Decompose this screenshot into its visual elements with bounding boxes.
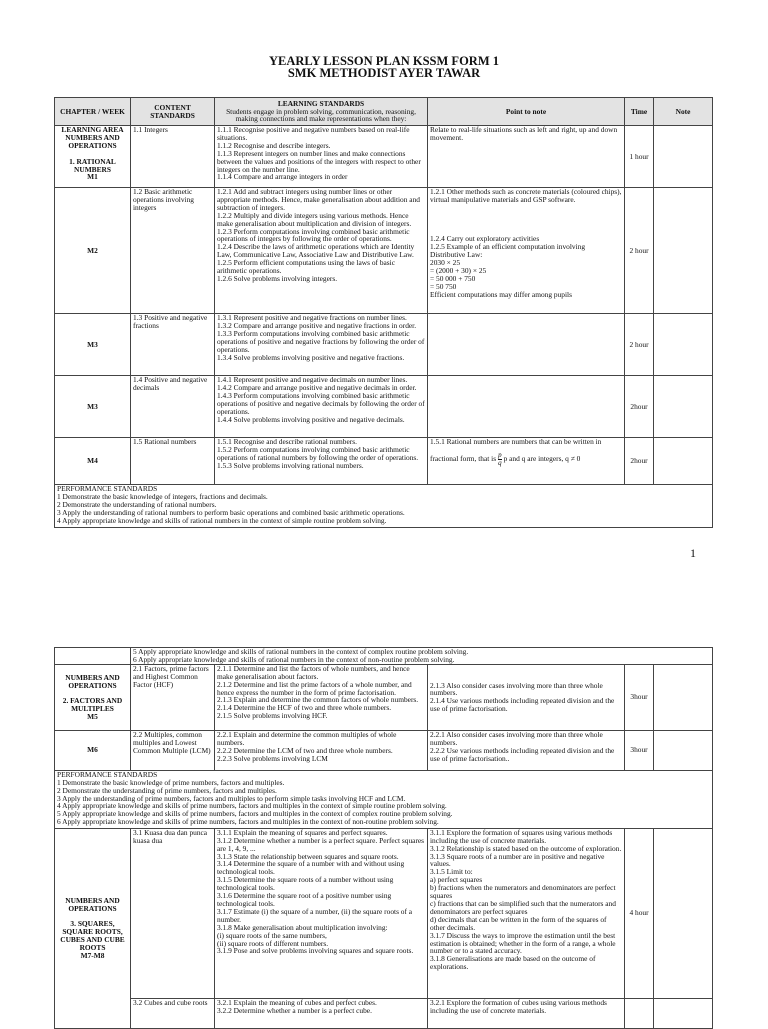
learning-line: 1.5.3 Solve problems involving rational numbers. <box>217 460 364 470</box>
learning-cell <box>215 314 428 376</box>
content-cell: 1.2 Basic arithmetic operations involving integers <box>131 188 215 314</box>
point-text: p and q are integers, q ≠ 0 <box>503 454 581 464</box>
performance-line: PERFORMANCE STANDARDS <box>57 770 158 779</box>
learning-line: 2.2.2 Determine the LCM of two and three whole numbers. <box>217 745 393 755</box>
performance-standards-continued <box>131 648 713 665</box>
performance-line: 1 Demonstrate the basic knowledge of integers, fractions and decimals. <box>57 491 268 501</box>
performance-line: 2 Demonstrate the understanding of prime numbers, factors and multiples. <box>57 785 277 795</box>
chapter-line: 2. FACTORS AND MULTIPLES <box>62 696 123 714</box>
performance-line: 6 Apply appropriate knowledge and skills of prime numbers, factors and multiples in the context of non-routine problem solving. <box>57 817 439 827</box>
note-cell <box>654 126 713 188</box>
note-cell-m5 <box>654 664 713 730</box>
point-line: 1.2.1 Other methods such as concrete materials (coloured chips), virtual manipulative materials and GSP software. <box>430 187 622 204</box>
learning-line: 3.1.5 Determine the square roots of a number without using technological tools. <box>217 875 394 893</box>
page-number: 1 <box>690 546 696 560</box>
learning-line: 1.3.1 Represent positive and negative fractions on number lines. <box>217 313 407 322</box>
learning-line: 1.2.1 Add and subtract integers using number lines or other appropriate methods. Hence, make generalisation about addition and subtraction of integers. <box>217 187 420 212</box>
time-cell: 2 hour <box>625 188 654 314</box>
table-row <box>55 126 713 188</box>
chapter-line: NUMBERS AND OPERATIONS <box>65 132 120 150</box>
chapter-cell <box>55 438 131 485</box>
table-row <box>55 188 713 314</box>
point-cell-m5 <box>428 664 625 730</box>
point-line: 3.1.7 Discuss the ways to improve the estimation until the best estimation is obtained; whether in the form of a range, a whole number or to a stated accuracy. <box>430 930 616 956</box>
chapter-cell <box>55 376 131 438</box>
learning-cell-m5 <box>215 664 428 730</box>
chapter-line: M5 <box>87 712 98 722</box>
point-line: = (2000 + 30) × 25 <box>430 266 487 276</box>
point-line <box>430 204 622 212</box>
learning-line: 1.3.4 Solve problems involving positive and negative fractions. <box>217 352 405 362</box>
chapter-line: M2 <box>87 245 98 255</box>
learning-line: 1.4.3 Perform computations involving combined basic arithmetic operations of positive and negative decimals by following the order of operations. <box>217 390 425 416</box>
learning-line: 1.3.2 Compare and arrange positive and negative fractions in order. <box>217 320 417 330</box>
lesson-plan-table-continued <box>54 647 713 1029</box>
point-line: 3.2.1 Explore the formation of cubes using various methods including the use of concrete materials. <box>430 998 607 1015</box>
fraction <box>498 452 502 467</box>
learning-line: 1.1.2 Recognise and describe integers. <box>217 140 331 150</box>
learning-cell <box>215 438 428 485</box>
learning-line: 1.1.3 Represent integers on number lines and make connections between the values and positions of the integers with respect to other integers on the number line. <box>217 148 421 174</box>
chapter-cell-m5 <box>55 664 131 730</box>
learning-line: (ii) square roots of different numbers. <box>217 938 329 948</box>
document-title: YEARLY LESSON PLAN KSSM FORM 1 <box>268 54 499 68</box>
performance-line: 3 Apply the understanding of rational numbers to perform basic operations and combined basic arithmetic operations. <box>57 507 405 517</box>
point-cell <box>428 376 625 438</box>
chapter-line: LEARNING AREA <box>61 125 124 134</box>
header-learning-subtitle: Students engage in problem solving, communication, reasoning, making connections and make representations when they: <box>226 106 416 124</box>
learning-line: 1.5.2 Perform computations involving combined basic arithmetic operations of rational numbers by following the order of operations. <box>217 444 419 462</box>
point-line: 3.1.5 Limit to: <box>430 867 473 877</box>
learning-line: 3.1.3 State the relationship between squares and square roots. <box>217 851 399 861</box>
performance-line: 1 Demonstrate the basic knowledge of prime numbers, factors and multiples. <box>57 777 285 787</box>
learning-cell <box>215 188 428 314</box>
learning-line: 1.3.3 Perform computations involving combined basic arithmetic operations of positive and negative fractions by following the order of operations. <box>217 328 425 354</box>
header-time: Time <box>625 98 654 126</box>
learning-line: 2.2.1 Explain and determine the common multiples of whole numbers. <box>217 730 397 747</box>
header-content-standards: CONTENT STANDARDS <box>131 98 215 126</box>
performance-standards-2 <box>55 770 713 828</box>
note-cell <box>654 188 713 314</box>
learning-line: 1.4.4 Solve problems involving positive and negative decimals. <box>217 414 405 424</box>
lesson-plan-table <box>54 97 713 528</box>
point-line: 3.1.3 Square roots of a number are in positive and negative values. <box>430 851 605 869</box>
time-cell-m5: 3hour <box>625 664 654 730</box>
header-chapter-week: CHAPTER / WEEK <box>55 98 131 126</box>
learning-line: 3.1.4 Determine the square of a number with and without using technological tools. <box>217 859 405 877</box>
point-cell-m7 <box>428 828 625 998</box>
point-line: 3.1.8 Generalisations are made based on the outcome of explorations. <box>430 954 596 972</box>
performance-line: 6 Apply appropriate knowledge and skills of rational numbers in the context of non-routine problem solving. <box>133 654 455 664</box>
point-cell <box>428 188 625 314</box>
chapter-line: M3 <box>87 339 98 349</box>
performance-standards <box>55 485 713 528</box>
table-row <box>55 730 713 770</box>
note-cell <box>654 438 713 485</box>
learning-line: 3.1.2 Determine whether a number is a perfect square. Perfect squares are 1, 4, 9, ... <box>217 835 425 853</box>
learning-line: 3.1.7 Estimate (i) the square of a number, (ii) the square roots of a number. <box>217 906 413 924</box>
chapter-cell <box>55 314 131 376</box>
point-text: fractional form, that is <box>430 454 497 464</box>
chapter-line: M1 <box>87 172 98 182</box>
point-line: 2030 × 25 <box>430 258 461 268</box>
note-cell-m7 <box>654 828 713 998</box>
learning-line: 2.2.3 Solve problems involving LCM <box>217 753 328 763</box>
fraction-numerator: p <box>498 450 502 459</box>
learning-cell-m7 <box>215 828 428 998</box>
note-cell <box>654 314 713 376</box>
learning-line: 1.2.2 Multiply and divide integers using various methods. Hence make generalisation about multiplication and division of integers. <box>217 210 412 228</box>
learning-line: 1.2.6 Solve problems involving integers. <box>217 273 338 283</box>
learning-cell <box>215 126 428 188</box>
performance-line: 4 Apply appropriate knowledge and skills of prime numbers, factors and multiples in the context of simple routine problem solving. <box>57 801 447 811</box>
learning-line: 1.2.4 Describe the laws of arithmetic operations which are Identity Law, Communicative Law, Associative Law and Distributive Law. <box>217 242 415 260</box>
chapter-line: M3 <box>87 401 98 411</box>
table-row <box>55 376 713 438</box>
point-line <box>430 212 622 220</box>
point-line: 2.1.3 Also consider cases involving more than three whole numbers. <box>430 680 603 698</box>
learning-line: 3.2.2 Determine whether a number is a perfect cube. <box>217 1005 372 1015</box>
time-cell: 1 hour <box>625 126 654 188</box>
chapter-cell-m7 <box>55 828 131 1028</box>
table-row <box>55 314 713 376</box>
point-line: 2.1.4 Use various methods including repeated division and the use of prime factorisation. <box>430 696 615 714</box>
header-learning-standards <box>215 98 428 126</box>
table-row <box>55 828 713 998</box>
note-cell-m6 <box>654 730 713 770</box>
content-cell-m5: 2.1 Factors, prime factors and Highest Common Factor (HCF) <box>131 664 215 730</box>
chapter-line: 1. RATIONAL NUMBERS <box>69 156 116 174</box>
chapter-line: 3. SQUARES, SQUARE ROOTS, CUBES AND CUBE ROOTS <box>60 919 125 953</box>
performance-standards-row <box>55 770 713 828</box>
table-header-row <box>55 98 713 126</box>
time-cell-m6: 3hour <box>625 730 654 770</box>
performance-line: 5 Apply appropriate knowledge and skills of rational numbers in the context of complex routine problem solving. <box>133 647 469 656</box>
learning-line: 2.1.3 Explain and determine the common factors of whole numbers. <box>217 695 419 705</box>
point-line: b) fractions when the numerators and denominators are perfect squares <box>430 883 616 901</box>
learning-line: 1.4.1 Represent positive and negative decimals on number lines. <box>217 375 408 384</box>
point-cell <box>428 126 625 188</box>
header-learning-title: LEARNING STANDARDS <box>277 98 365 108</box>
point-line: = 50 750 <box>430 281 457 291</box>
fraction-denominator: q <box>498 458 502 467</box>
learning-line: 1.5.1 Recognise and describe rational numbers. <box>217 437 357 446</box>
point-cell-m6 <box>428 730 625 770</box>
chapter-cell <box>55 126 131 188</box>
performance-continued-row <box>55 648 713 665</box>
learning-cell-m6 <box>215 730 428 770</box>
learning-cell <box>215 376 428 438</box>
note-cell <box>654 376 713 438</box>
learning-line: 3.1.1 Explain the meaning of squares and perfect squares. <box>217 828 388 837</box>
time-cell: 2hour <box>625 438 654 485</box>
table-row <box>55 438 713 485</box>
content-cell: 1.3 Positive and negative fractions <box>131 314 215 376</box>
header-note: Note <box>654 98 713 126</box>
learning-line: (i) square roots of the same numbers, <box>217 930 327 940</box>
header-point-to-note: Point to note <box>428 98 625 126</box>
learning-line: 1.1.1 Recognise positive and negative numbers based on real-life situations. <box>217 125 410 142</box>
performance-standards-row <box>55 485 713 528</box>
content-cell-m7: 3.1 Kuasa dua dan punca kuasa dua <box>131 828 215 998</box>
point-cell <box>428 438 625 485</box>
learning-line: 2.1.1 Determine and list the factors of whole numbers, and hence make generalisation about factors. <box>217 664 410 681</box>
learning-line: 2.1.2 Determine and list the prime factors of a whole number, and hence express the number in the form of prime factorisation. <box>217 679 412 697</box>
learning-line: 2.1.5 Solve problems involving HCF. <box>217 711 328 721</box>
point-line: Relate to real-life situations such as left and right, up and down movement. <box>430 125 618 142</box>
point-cell <box>428 314 625 376</box>
chapter-line: M4 <box>87 456 98 466</box>
content-cell: 1.5 Rational numbers <box>131 438 215 485</box>
learning-line: 2.1.4 Determine the HCF of two and three whole numbers. <box>217 703 392 713</box>
learning-line: 3.1.8 Make generalisation about multiplication involving: <box>217 922 388 932</box>
content-cell: 1.1 Integers <box>131 126 215 188</box>
learning-line: 1.1.4 Compare and arrange integers in order <box>217 172 348 182</box>
document-page-2 <box>0 570 768 1024</box>
content-cell-cubes: 3.2 Cubes and cube roots <box>131 998 215 1028</box>
point-line: 2.2.2 Use various methods including repeated division and the use of prime factorisation.. <box>430 745 615 763</box>
content-cell: 1.4 Positive and negative decimals <box>131 376 215 438</box>
chapter-cell <box>55 188 131 314</box>
performance-line: 2 Demonstrate the understanding of rational numbers. <box>57 499 217 509</box>
point-line: 1.5.1 Rational numbers are numbers that can be written in <box>430 437 602 446</box>
content-cell-m6: 2.2 Multiples, common multiples and Lowest Common Multiple (LCM) <box>131 730 215 770</box>
time-cell: 2 hour <box>625 314 654 376</box>
point-line: a) perfect squares <box>430 875 483 885</box>
chapter-cell-m6 <box>55 730 131 770</box>
chapter-line: NUMBERS AND OPERATIONS <box>65 672 120 690</box>
time-cell: 2hour <box>625 376 654 438</box>
learning-line: 3.1.9 Pose and solve problems involving squares and square roots. <box>217 946 414 956</box>
point-line: 2.2.1 Also consider cases involving more than three whole numbers. <box>430 730 603 747</box>
learning-line: 3.2.1 Explain the meaning of cubes and perfect cubes. <box>217 998 377 1007</box>
point-line: 3.1.1 Explore the formation of squares using various methods including the use of concrete materials. <box>430 828 613 845</box>
performance-line: 5 Apply appropriate knowledge and skills of prime numbers, factors and multiples in the context of complex routine problem solving. <box>57 809 453 819</box>
point-line: c) fractions that can be simplified such that the numerators and denominators are perfect squares <box>430 898 616 916</box>
performance-line: PERFORMANCE STANDARDS <box>57 484 158 493</box>
point-line: = 50 000 + 750 <box>430 273 476 283</box>
point-line: 1.2.5 Example of an efficient computation involving Distributive Law: <box>430 242 586 260</box>
chapter-line: M6 <box>87 745 98 755</box>
chapter-line: M7-M8 <box>80 951 105 961</box>
point-line: 1.2.4 Carry out exploratory activities <box>430 234 540 244</box>
learning-line: 1.4.2 Compare and arrange positive and negative decimals in order. <box>217 382 417 392</box>
time-cell-m7: 4 hour <box>625 828 654 998</box>
performance-line: 4 Apply appropriate knowledge and skills of rational numbers in the context of simple routine problem solving. <box>57 515 387 525</box>
school-name: SMK METHODIST AYER TAWAR <box>287 66 481 80</box>
point-line: d) decimals that can be written in the form of the squares of other decimals. <box>430 914 607 932</box>
learning-line: 1.2.5 Perform efficient computations using the laws of basic arithmetic operations. <box>217 258 396 276</box>
learning-line: 3.1.6 Determine the square root of a positive number using technological tools. <box>217 891 392 908</box>
point-line: Efficient computations may differ among pupils <box>430 289 572 299</box>
point-line: 3.1.2 Relationship is stated based on the outcome of exploration. <box>430 843 622 853</box>
learning-line: 1.2.3 Perform computations involving combined basic arithmetic operations of integers by following the order of operations. <box>217 226 410 244</box>
point-fraction-line <box>430 452 622 467</box>
chapter-line: NUMBERS AND OPERATIONS <box>65 895 120 913</box>
point-line <box>430 220 622 228</box>
performance-line: 3 Apply the understanding of prime numbers, factors and multiples to perform simple tasks involving HCF and LCM. <box>57 793 406 803</box>
table-row <box>55 664 713 730</box>
